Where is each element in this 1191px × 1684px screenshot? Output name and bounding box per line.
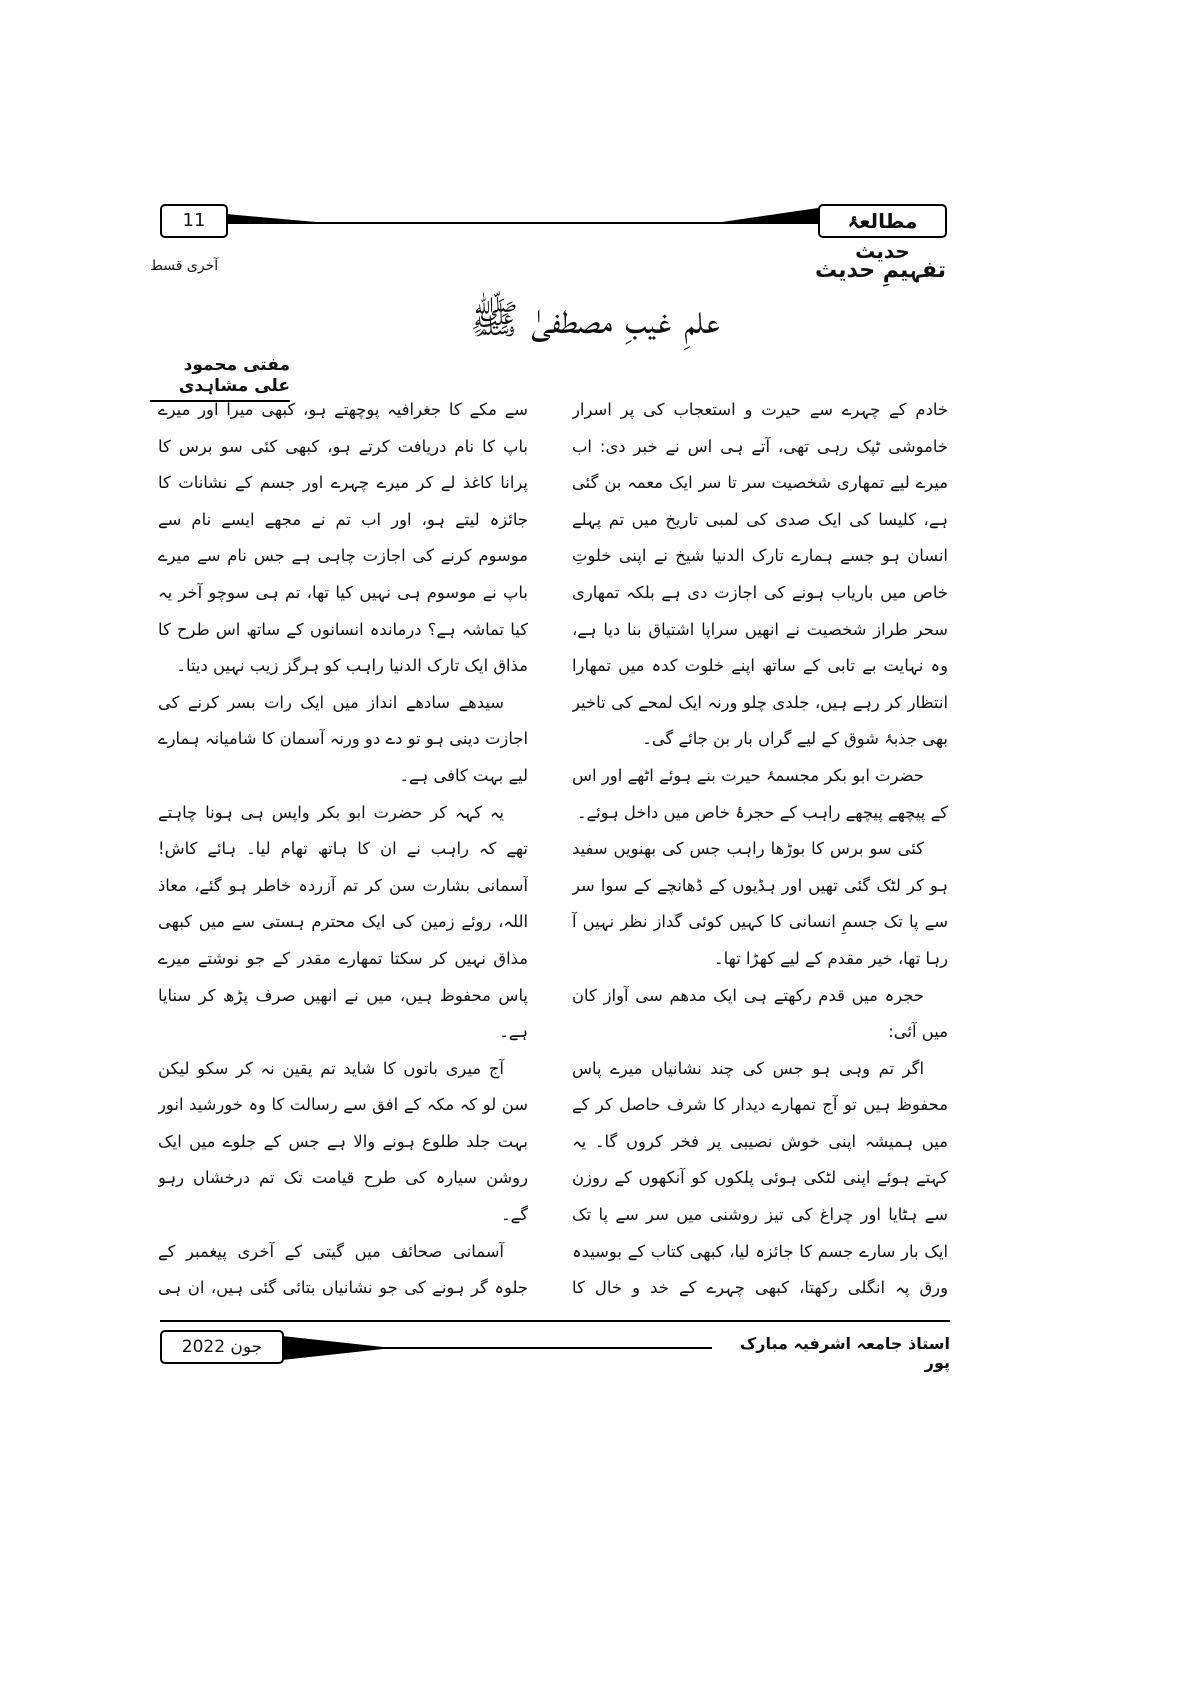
footer-rule	[282, 1347, 712, 1349]
paragraph: سے مکے کا جغرافیہ پوچھتے ہو، کبھی میرا اور میرے باپ کا نام دریافت کرتے ہو، کبھی کئی سو برس کا پرانا کاغذ لے کر میرے چہرے اور جسم کے نشانات کا جائزہ لیتے ہو، اور اب تم نے مجھے ایسے نام سے موسوم کرنے کی اجازت چاہی ہے جس نام سے میرے باپ نے موسوم ہی نہیں کیا تھا، تم ہی سوچو آخر یہ کیا تماشہ ہے؟ درماندہ انسانوں کے ساتھ اس طرح کا مذاق ایک تارک الدنیا راہب کو ہرگز زیب نہیں دیتا۔	[158, 400, 528, 676]
left-column	[158, 392, 528, 1314]
header-wedge-right	[722, 206, 818, 236]
paragraph: حجرہ میں قدم رکھتے ہی ایک مدھم سی آواز کان میں آئی:	[572, 985, 948, 1042]
paragraph: یہ کہہ کر حضرت ابو بکر واپس ہی ہونا چاہتے تھے کہ راہب نے ان کا ہاتھ تھام لیا۔ ہائے کاش! آسمانی بشارت سن کر تم آزردہ خاطر ہو گئے، معاذ اللہ، روئے زمین کی ایک محترم ہستی سے میں کبھی مذاق نہیں کر سکتا تمھارے مقدر کے جو نوشتے میرے پاس محفوظ ہیں، میں نے انھیں صرف پڑھ کر سنایا ہے۔	[158, 802, 528, 1042]
footer-rule-top	[160, 1320, 950, 1322]
issue-date: جون 2022	[160, 1330, 284, 1364]
paragraph: حضرت ابو بکر مجسمۂ حیرت بنے ہوئے اٹھے اور اس کے پیچھے پیچھے راہب کے حجرۂ خاص میں داخل ہوئے۔	[572, 765, 948, 822]
right-column	[572, 392, 948, 1314]
paragraph: کئی سو برس کا بوڑھا راہب جس کی بھنویں سفید ہو کر لٹک گئی تھیں اور ہڈیوں کے ڈھانچے کے سوا سر سے پا تک جسمِ انسانی کا کہیں کوئی گداز نظر نہیں آ رہا تھا، خیر مقدم کے لیے کھڑا تھا۔	[572, 839, 948, 968]
paragraph: آج میری باتوں کا شاید تم یقین نہ کر سکو لیکن سن لو کہ مکہ کے افق سے رسالت کا وہ خورشید انور بہت جلد طلوع ہونے والا ہے جس کے جلوے میں ایک روشن سیارہ کی طرح قیامت تک تم درخشاں رہو گے۔	[158, 1058, 528, 1225]
section-label: مطالعۂ حدیث	[818, 204, 947, 238]
paragraph: خادم کے چہرے سے حیرت و استعجاب کی پر اسرار خاموشی ٹپک رہی تھی، آتے ہی اس نے خبر دی: اب میرے لیے تمھاری شخصیت سر تا سر ایک معمہ بن گئی ہے، کلیسا کی ایک صدی کی لمبی تاریخ میں تم پہلے انسان ہو جسے ہمارے تارک الدنیا شیخ نے اپنی خلوتِ خاص میں باریاب ہونے کی اجازت دی ہے بلکہ تمھاری سحر طراز شخصیت نے انھیں سراپا اشتیاق بنا دیا ہے، وہ نہایت بے تابی کے ساتھ اپنے خلوت کدہ میں تمھارا انتظار کر رہے ہیں، جلدی چلو ورنہ ایک لمحے کی تاخیر بھی جذبۂ شوق کے لیے گراں بار بن جائے گی۔	[572, 400, 948, 749]
author-name: مفتی محمود علی مشاہدی	[150, 355, 290, 402]
article-title: علمِ غیبِ مصطفیٰ ﷺ	[470, 297, 720, 343]
episode-note: آخری قسط	[150, 258, 219, 274]
publisher-note: استاذ جامعہ اشرفیہ مبارک پور	[739, 1334, 950, 1372]
paragraph: آسمانی صحائف میں گیتی کے آخری پیغمبر کے جلوہ گر ہونے کی جو نشانیاں بتائی گئی ہیں، ان ہی	[158, 1241, 528, 1298]
series-label: تفہیمِ حدیث	[815, 258, 946, 283]
paragraph: اگر تم وہی ہو جس کی چند نشانیاں میرے پاس محفوظ ہیں تو آج تمھارے دیدار کا شرف حاصل کر کے میں ہمیشہ اپنی خوش نصیبی پر فخر کروں گا۔ یہ کہتے ہوئے اپنی لٹکی ہوئی پلکوں کو آنکھوں کے روزن سے ہٹایا اور چراغ کی تیز روشنی میں سر سے پا تک ایک بار سارے جسم کا جائزہ لیا، کبھی کتاب کے بوسیدہ ورق پہ انگلی رکھتا، کبھی چہرے کے خد و خال کا	[572, 1058, 948, 1298]
header-wedge-left	[226, 206, 316, 236]
paragraph: سیدھے سادھے انداز میں ایک رات بسر کرنے کی اجازت دینی ہو تو دے دو ورنہ آسمان کا شامیانہ ہمارے لیے بہت کافی ہے۔	[158, 692, 528, 785]
page-number: 11	[160, 204, 228, 238]
